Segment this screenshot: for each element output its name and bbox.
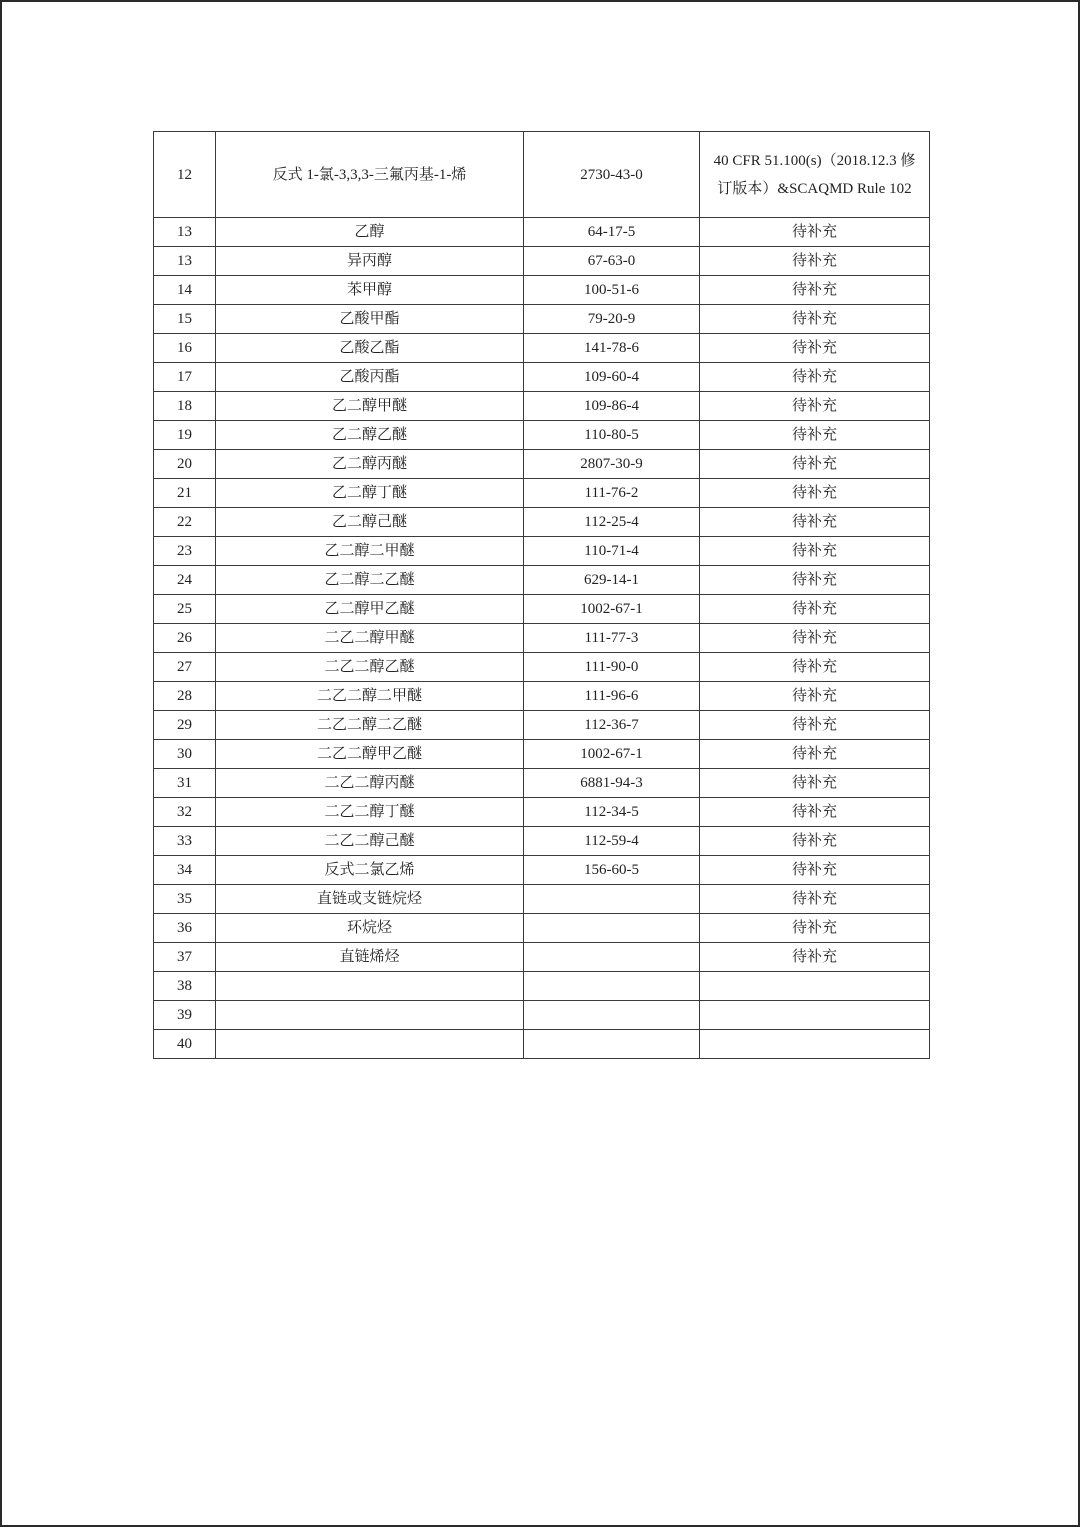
reference-text: 待补充: [700, 276, 930, 305]
substance-name: 二乙二醇丁醚: [216, 798, 524, 827]
table-row: [154, 508, 930, 537]
cas-number: 111-76-2: [524, 479, 700, 508]
row-number: 28: [154, 682, 216, 711]
cas-number: 629-14-1: [524, 566, 700, 595]
cas-number: [524, 914, 700, 943]
substance-name: 二乙二醇乙醚: [216, 653, 524, 682]
table-row: [154, 856, 930, 885]
substance-name: 乙酸丙酯: [216, 363, 524, 392]
table-row: [154, 595, 930, 624]
row-number: 15: [154, 305, 216, 334]
cas-number: 1002-67-1: [524, 740, 700, 769]
row-number: 25: [154, 595, 216, 624]
reference-text: 待补充: [700, 247, 930, 276]
cas-number: [524, 1030, 700, 1059]
reference-text: 待补充: [700, 653, 930, 682]
row-number: 30: [154, 740, 216, 769]
table-row: [154, 1030, 930, 1059]
substance-name: 乙二醇甲醚: [216, 392, 524, 421]
reference-text: 待补充: [700, 508, 930, 537]
table-body: [154, 132, 930, 1059]
substance-name: 乙醇: [216, 218, 524, 247]
reference-text: 待补充: [700, 305, 930, 334]
row-number: 12: [154, 132, 216, 218]
cas-number: 112-25-4: [524, 508, 700, 537]
table-row: [154, 943, 930, 972]
row-number: 14: [154, 276, 216, 305]
row-number: 29: [154, 711, 216, 740]
substance-name: 反式 1-氯-3,3,3-三氟丙基-1-烯: [216, 132, 524, 218]
substance-name: 二乙二醇丙醚: [216, 769, 524, 798]
table-row: [154, 769, 930, 798]
cas-number: 2730-43-0: [524, 132, 700, 218]
table-row: [154, 972, 930, 1001]
row-number: 35: [154, 885, 216, 914]
row-number: 13: [154, 218, 216, 247]
substance-name: 乙酸甲酯: [216, 305, 524, 334]
reference-text: 待补充: [700, 421, 930, 450]
substance-name: [216, 972, 524, 1001]
cas-number: 6881-94-3: [524, 769, 700, 798]
substance-name: 乙二醇丁醚: [216, 479, 524, 508]
cas-number: 111-77-3: [524, 624, 700, 653]
table-row: [154, 1001, 930, 1030]
substance-name: 乙二醇丙醚: [216, 450, 524, 479]
table-row: [154, 624, 930, 653]
substance-name: 异丙醇: [216, 247, 524, 276]
table-row: [154, 421, 930, 450]
table-row: [154, 479, 930, 508]
reference-text: 待补充: [700, 798, 930, 827]
cas-number: 111-90-0: [524, 653, 700, 682]
reference-text: 待补充: [700, 218, 930, 247]
table-row: [154, 276, 930, 305]
reference-text: 待补充: [700, 537, 930, 566]
cas-number: 2807-30-9: [524, 450, 700, 479]
cas-number: 64-17-5: [524, 218, 700, 247]
cas-number: 67-63-0: [524, 247, 700, 276]
cas-number: [524, 885, 700, 914]
cas-number: 112-34-5: [524, 798, 700, 827]
table-row: [154, 334, 930, 363]
row-number: 16: [154, 334, 216, 363]
table-row: [154, 914, 930, 943]
substance-name: 环烷烃: [216, 914, 524, 943]
row-number: 19: [154, 421, 216, 450]
row-number: 23: [154, 537, 216, 566]
table-row: [154, 566, 930, 595]
cas-number: 79-20-9: [524, 305, 700, 334]
reference-text: 待补充: [700, 566, 930, 595]
reference-text: 40 CFR 51.100(s)（2018.12.3 修订版本）&SCAQMD Rule 102: [713, 152, 916, 197]
substance-name: 乙二醇乙醚: [216, 421, 524, 450]
row-number: 37: [154, 943, 216, 972]
cas-number: 112-59-4: [524, 827, 700, 856]
reference-text: 待补充: [700, 943, 930, 972]
table-row: [154, 740, 930, 769]
table-row: [154, 392, 930, 421]
row-number: 40: [154, 1030, 216, 1059]
cas-number: 100-51-6: [524, 276, 700, 305]
substance-name: 乙二醇甲乙醚: [216, 595, 524, 624]
reference-text: 待补充: [700, 769, 930, 798]
reference-text: 待补充: [700, 392, 930, 421]
row-number: 38: [154, 972, 216, 1001]
table-row: [154, 247, 930, 276]
table-row: [154, 798, 930, 827]
row-number: 32: [154, 798, 216, 827]
cas-number: 110-71-4: [524, 537, 700, 566]
cas-number: 109-60-4: [524, 363, 700, 392]
row-number: 33: [154, 827, 216, 856]
reference-cell: [700, 132, 930, 218]
cas-number: 112-36-7: [524, 711, 700, 740]
table-row: [154, 450, 930, 479]
substance-name: [216, 1001, 524, 1030]
substance-name: [216, 1030, 524, 1059]
substance-name: 二乙二醇甲乙醚: [216, 740, 524, 769]
table-row: [154, 682, 930, 711]
table-row: [154, 305, 930, 334]
cas-number: [524, 972, 700, 1001]
table-row: [154, 885, 930, 914]
row-number: 17: [154, 363, 216, 392]
substance-name: 二乙二醇己醚: [216, 827, 524, 856]
cas-number: 110-80-5: [524, 421, 700, 450]
cas-number: 156-60-5: [524, 856, 700, 885]
reference-text: 待补充: [700, 479, 930, 508]
reference-text: 待补充: [700, 595, 930, 624]
reference-text: 待补充: [700, 711, 930, 740]
substance-name: 乙二醇二乙醚: [216, 566, 524, 595]
substance-table: [153, 131, 930, 1059]
reference-text: [700, 1001, 930, 1030]
table-row: [154, 827, 930, 856]
reference-text: 待补充: [700, 885, 930, 914]
substance-name: 直链或支链烷烃: [216, 885, 524, 914]
substance-name: 乙二醇二甲醚: [216, 537, 524, 566]
reference-text: 待补充: [700, 914, 930, 943]
row-number: 34: [154, 856, 216, 885]
cas-number: 1002-67-1: [524, 595, 700, 624]
row-number: 26: [154, 624, 216, 653]
reference-text: 待补充: [700, 334, 930, 363]
table-row: [154, 537, 930, 566]
substance-name: 二乙二醇二乙醚: [216, 711, 524, 740]
row-number: 31: [154, 769, 216, 798]
reference-text: 待补充: [700, 624, 930, 653]
table-row: [154, 132, 930, 218]
reference-text: 待补充: [700, 363, 930, 392]
table-row: [154, 711, 930, 740]
substance-name: 苯甲醇: [216, 276, 524, 305]
table-row: [154, 653, 930, 682]
row-number: 22: [154, 508, 216, 537]
table-row: [154, 218, 930, 247]
cas-number: 109-86-4: [524, 392, 700, 421]
cas-number: 141-78-6: [524, 334, 700, 363]
cas-number: [524, 943, 700, 972]
row-number: 21: [154, 479, 216, 508]
row-number: 27: [154, 653, 216, 682]
substance-name: 乙二醇己醚: [216, 508, 524, 537]
reference-text: [700, 1030, 930, 1059]
row-number: 13: [154, 247, 216, 276]
substance-name: 二乙二醇二甲醚: [216, 682, 524, 711]
reference-text: 待补充: [700, 450, 930, 479]
cas-number: [524, 1001, 700, 1030]
reference-text: 待补充: [700, 740, 930, 769]
row-number: 36: [154, 914, 216, 943]
substance-name: 二乙二醇甲醚: [216, 624, 524, 653]
row-number: 39: [154, 1001, 216, 1030]
row-number: 20: [154, 450, 216, 479]
substance-name: 反式二氯乙烯: [216, 856, 524, 885]
row-number: 24: [154, 566, 216, 595]
substance-name: 直链烯烃: [216, 943, 524, 972]
row-number: 18: [154, 392, 216, 421]
reference-text: [700, 972, 930, 1001]
reference-text: 待补充: [700, 682, 930, 711]
substance-name: 乙酸乙酯: [216, 334, 524, 363]
cas-number: 111-96-6: [524, 682, 700, 711]
reference-text: 待补充: [700, 827, 930, 856]
reference-text: 待补充: [700, 856, 930, 885]
table-row: [154, 363, 930, 392]
